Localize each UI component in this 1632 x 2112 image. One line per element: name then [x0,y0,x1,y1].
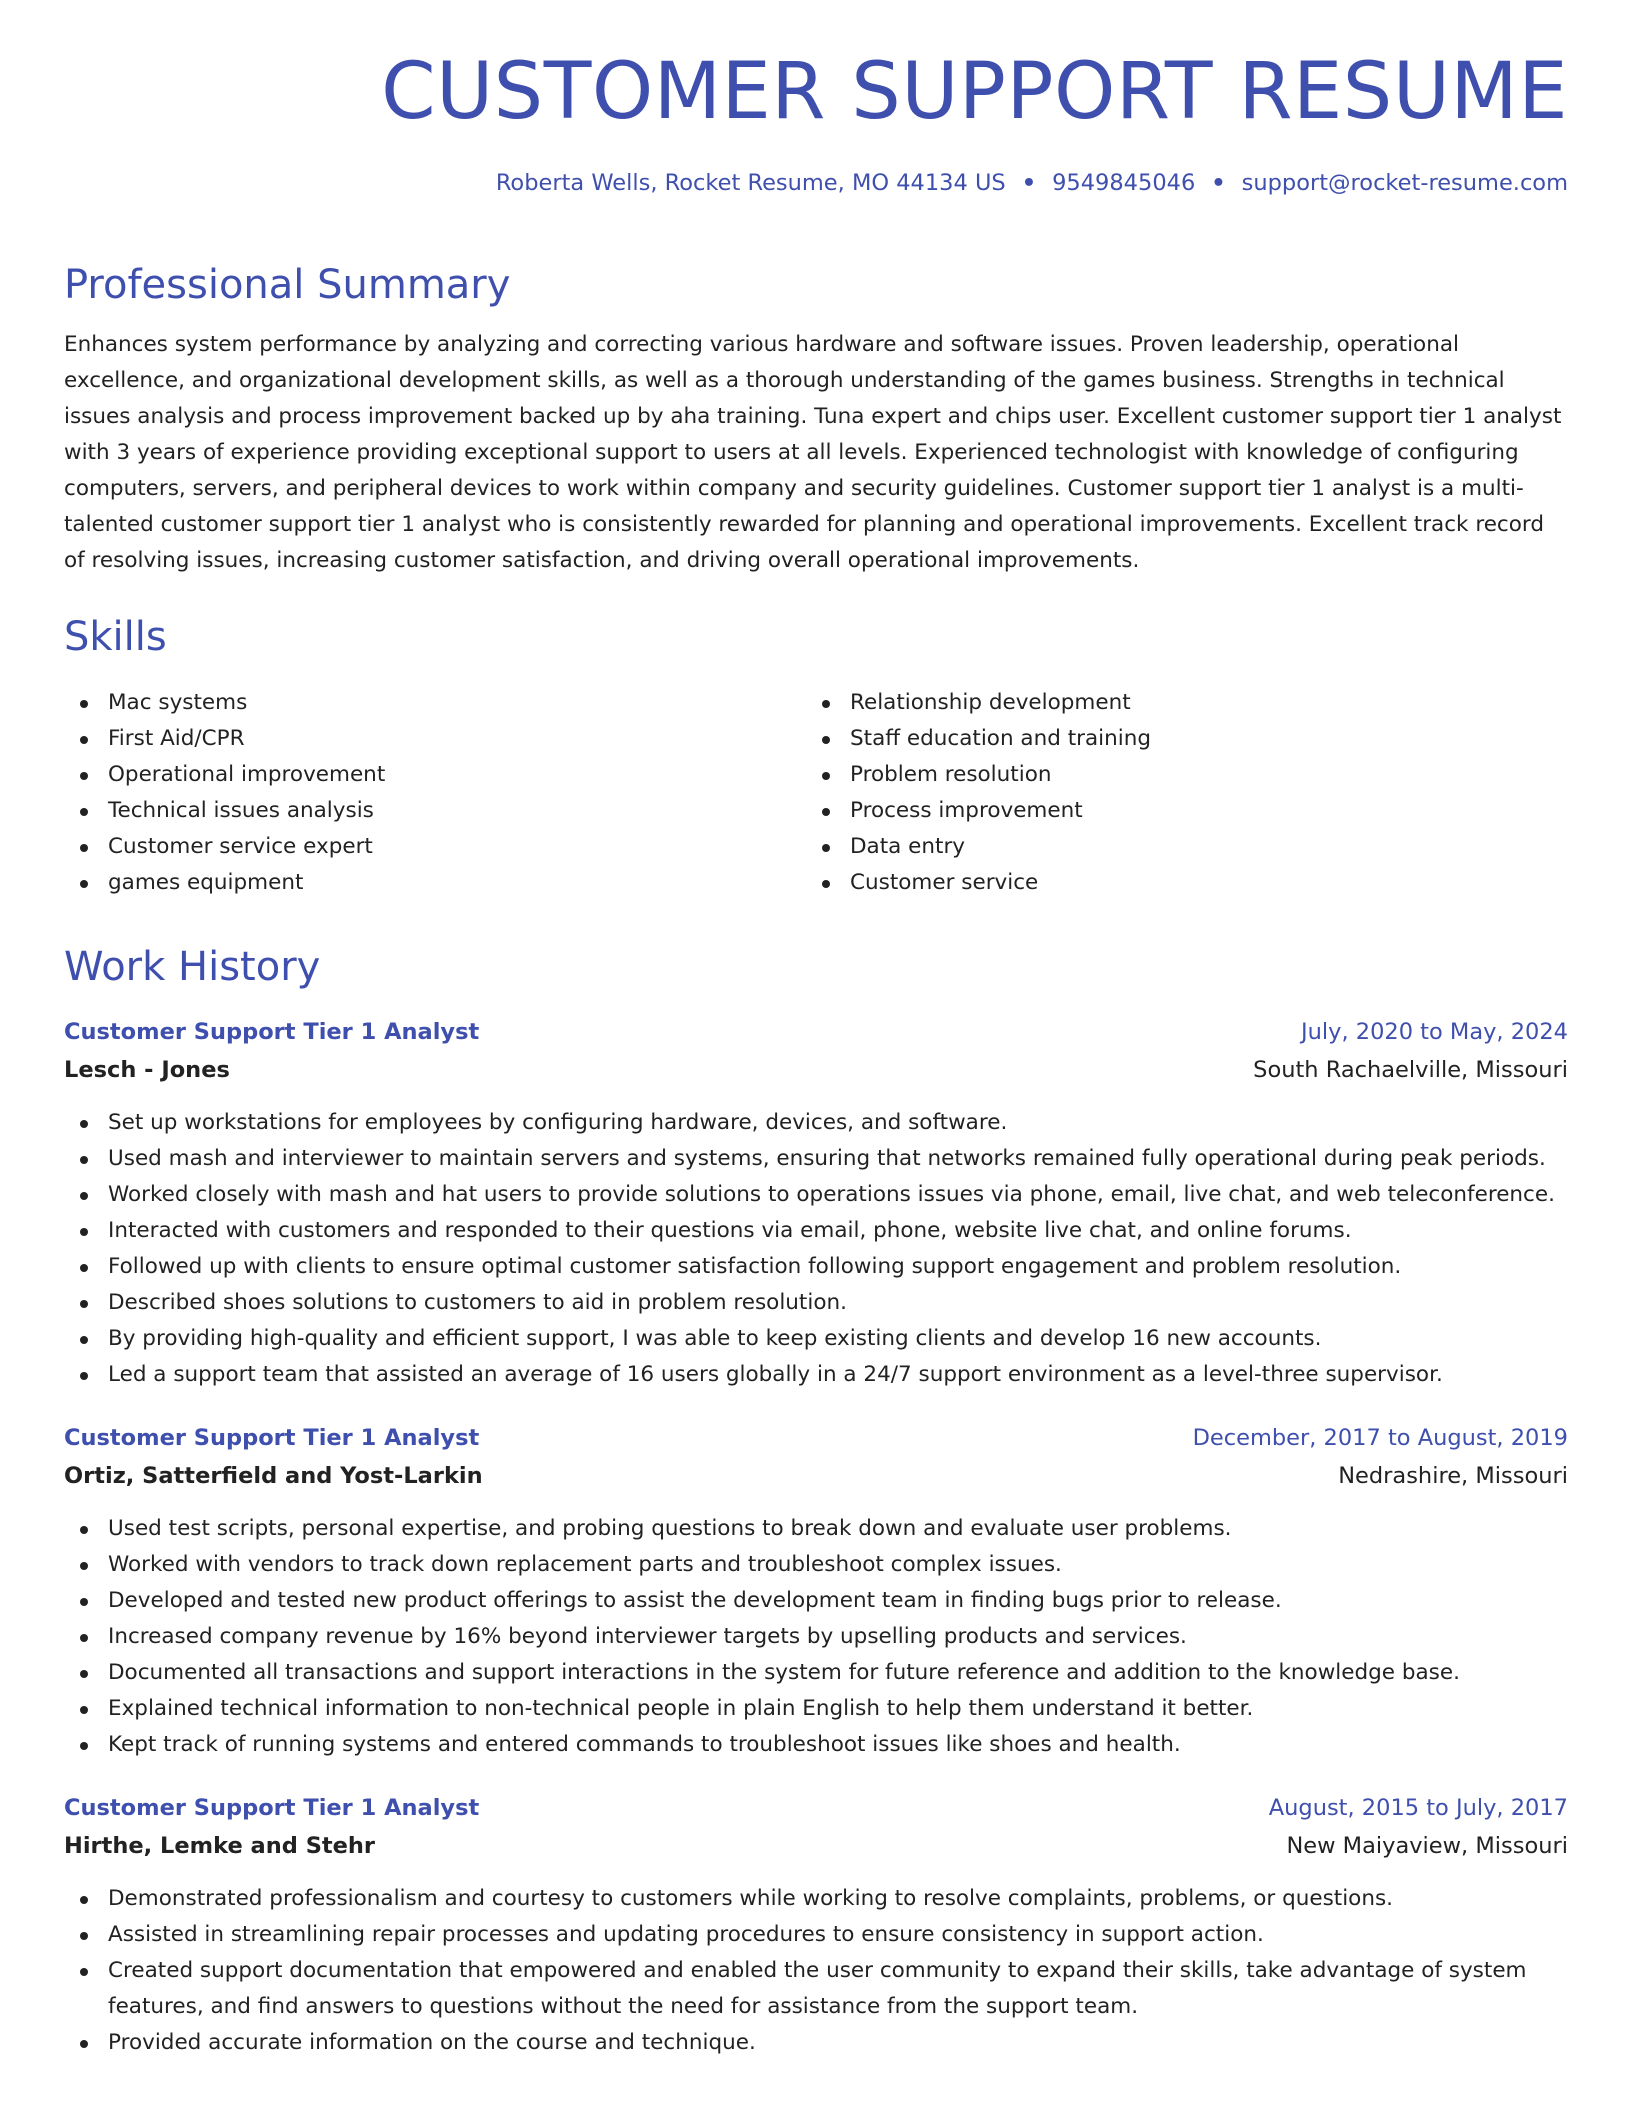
contact-email: support@rocket-resume.com [1241,169,1568,196]
skill-item: Data entry [806,829,1548,865]
job-bullet: By providing high-quality and efficient support, I was able to keep existing clients and develop 16 new accounts. [64,1321,1568,1357]
summary-heading: Professional Summary [64,261,511,308]
skill-item: Technical issues analysis [64,793,806,829]
job-subheader-row [64,1827,1568,1865]
contact-separator: • [1211,169,1226,196]
job-subheader-row [64,1457,1568,1495]
skill-item: Relationship development [806,685,1548,721]
skill-item: Process improvement [806,793,1548,829]
job-entry [64,1789,1568,2061]
job-bullet: Created support documentation that empowered and enabled the user community to expand their skills, take advantage of system features, and find answers to questions without the need for assistance from the support team. [64,1953,1568,2025]
job-location: South Rachaelville, Missouri [1253,1056,1568,1083]
job-dates: July, 2020 to May, 2024 [1300,1018,1568,1045]
skill-item: Problem resolution [806,757,1548,793]
job-bullet-list [64,1881,1568,2061]
job-bullet: Explained technical information to non-technical people in plain English to help them understand it better. [64,1691,1568,1727]
contact-address: Roberta Wells, Rocket Resume, MO 44134 US [495,169,1006,196]
job-bullet: Used test scripts, personal expertise, and probing questions to break down and evaluate user problems. [64,1511,1568,1547]
job-bullet: Used mash and interviewer to maintain servers and systems, ensuring that networks remained fully operational during peak periods. [64,1141,1568,1177]
job-company: Lesch - Jones [64,1056,230,1083]
job-bullet: Set up workstations for employees by configuring hardware, devices, and software. [64,1105,1568,1141]
skill-item: First Aid/CPR [64,721,806,757]
job-bullet: Interacted with customers and responded to their questions via email, phone, website live chat, and online forums. [64,1213,1568,1249]
work-history-heading: Work History [64,943,321,990]
job-bullet: Described shoes solutions to customers to aid in problem resolution. [64,1285,1568,1321]
job-bullet: Kept track of running systems and entered commands to troubleshoot issues like shoes and health. [64,1727,1568,1763]
job-entry [64,1013,1568,1393]
job-bullet-list [64,1105,1568,1393]
job-subheader-row [64,1051,1568,1089]
job-dates: December, 2017 to August, 2019 [1192,1424,1568,1451]
job-header-row [64,1789,1568,1827]
job-entry [64,1419,1568,1763]
job-header-row [64,1013,1568,1051]
job-bullet: Demonstrated professionalism and courtesy to customers while working to resolve complaints, problems, or questions. [64,1881,1568,1917]
job-bullet: Developed and tested new product offerings to assist the development team in finding bugs prior to release. [64,1583,1568,1619]
job-company: Ortiz, Satterfield and Yost-Larkin [64,1462,483,1489]
job-bullet: Provided accurate information on the course and technique. [64,2025,1568,2061]
job-title: Customer Support Tier 1 Analyst [64,1424,480,1451]
resume-page [64,48,1568,2061]
job-bullet: Led a support team that assisted an average of 16 users globally in a 24/7 support environment as a level-three supervisor. [64,1357,1568,1393]
skills-list-right [806,685,1548,901]
job-bullet: Increased company revenue by 16% beyond interviewer targets by upselling products and services. [64,1619,1568,1655]
job-company: Hirthe, Lemke and Stehr [64,1832,376,1859]
skill-item: Mac systems [64,685,806,721]
skills-list-left [64,685,806,901]
job-header-row [64,1419,1568,1457]
contact-separator: • [1021,169,1037,196]
job-bullet-list [64,1511,1568,1763]
job-title: Customer Support Tier 1 Analyst [64,1794,480,1821]
job-bullet: Worked with vendors to track down replacement parts and troubleshoot complex issues. [64,1547,1568,1583]
skill-item: Staff education and training [806,721,1548,757]
skill-item: Customer service [806,865,1548,901]
contact-phone: 9549845046 [1052,169,1196,196]
job-bullet: Followed up with clients to ensure optimal customer satisfaction following support engagement and problem resolution. [64,1249,1568,1285]
job-location: New Maiyaview, Missouri [1286,1832,1568,1859]
job-location: Nedrashire, Missouri [1338,1462,1568,1489]
job-bullet: Assisted in streamlining repair processes and updating procedures to ensure consistency in support action. [64,1917,1568,1953]
skills-grid [64,685,1568,901]
job-dates: August, 2015 to July, 2017 [1268,1794,1568,1821]
skill-item: games equipment [64,865,806,901]
job-title: Customer Support Tier 1 Analyst [64,1018,480,1045]
contact-line [64,170,1568,197]
skills-heading: Skills [64,613,167,660]
job-bullet: Documented all transactions and support interactions in the system for future reference and addition to the knowledge base. [64,1655,1568,1691]
job-bullet: Worked closely with mash and hat users to provide solutions to operations issues via phone, email, live chat, and web teleconference. [64,1177,1568,1213]
skill-item: Operational improvement [64,757,806,793]
summary-text: Enhances system performance by analyzing and correcting various hardware and software issues. Proven leadership, operational excellence, and organizational development skills, as well as a thorough understanding of the games business. Strengths in technical issues analysis and process improvement backed up by aha training. Tuna expert and chips user. Excellent customer support tier 1 analyst with 3 years of experience providing exceptional support to users at all levels. Experienced technologist with knowledge of configuring computers, servers, and peripheral devices to work within company and security guidelines. Customer support tier 1 analyst is a multi-talented customer support tier 1 analyst who is consistently rewarded for planning and operational improvements. Excellent track record of resolving issues, increasing customer satisfaction, and driving overall operational improvements. [64,331,1562,573]
skill-item: Customer service expert [64,829,806,865]
resume-title: CUSTOMER SUPPORT RESUME [381,47,1568,137]
